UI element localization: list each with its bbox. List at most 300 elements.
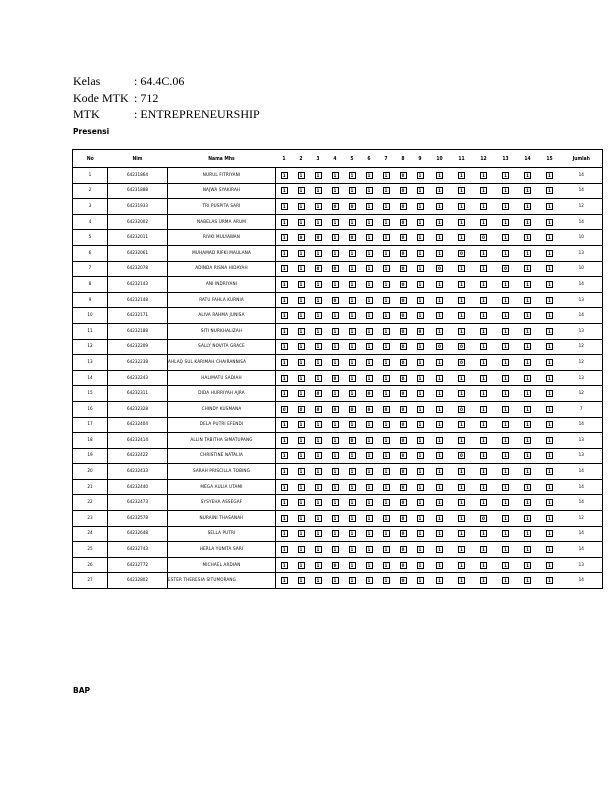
attendance-mark: 1	[332, 359, 339, 366]
attendance-mark: 1	[417, 546, 424, 553]
student-id-cell: 64232802	[108, 573, 168, 589]
attendance-mark: 1	[298, 484, 305, 491]
attendance-mark: 1	[298, 452, 305, 459]
attendance-mark: 1	[349, 265, 356, 272]
row-number-cell: 17	[73, 417, 108, 433]
attendance-mark: 0	[332, 375, 339, 382]
attendance-mark-cell	[361, 214, 378, 230]
attendance-mark: 0	[400, 265, 407, 272]
attendance-mark: 1	[546, 359, 553, 366]
attendance-mark: 0	[458, 452, 465, 459]
attendance-mark: 0	[315, 234, 322, 241]
attendance-mark: 1	[436, 312, 443, 319]
attendance-mark-cell	[473, 495, 495, 511]
attendance-mark-cell	[276, 230, 293, 246]
attendance-mark-cell	[293, 339, 310, 355]
attendance-mark-cell	[327, 199, 344, 215]
attendance-mark-cell	[344, 370, 361, 386]
attendance-mark-cell	[395, 261, 412, 277]
attendance-mark-cell	[395, 511, 412, 527]
attendance-mark-cell	[451, 183, 473, 199]
attendance-mark: 1	[458, 219, 465, 226]
attendance-mark: 1	[524, 484, 531, 491]
attendance-mark-cell	[412, 433, 429, 449]
attendance-mark: 0	[281, 406, 288, 413]
attendance-mark: 1	[366, 577, 373, 584]
attendance-mark-cell	[395, 355, 412, 371]
total-attendance-cell: 12	[561, 386, 603, 402]
attendance-mark: 1	[315, 468, 322, 475]
attendance-mark-cell	[361, 495, 378, 511]
table-row	[73, 168, 603, 184]
attendance-mark-cell	[361, 448, 378, 464]
attendance-mark-cell	[429, 370, 451, 386]
attendance-mark: 1	[315, 577, 322, 584]
attendance-mark-cell	[539, 214, 561, 230]
attendance-mark-cell	[539, 261, 561, 277]
attendance-mark-cell	[293, 261, 310, 277]
attendance-mark-cell	[361, 573, 378, 589]
attendance-mark: 1	[417, 577, 424, 584]
attendance-mark-cell	[517, 386, 539, 402]
attendance-mark-cell	[495, 495, 517, 511]
column-header: 5	[344, 150, 361, 168]
attendance-mark-cell	[378, 355, 395, 371]
attendance-mark-cell	[344, 386, 361, 402]
attendance-mark: 1	[458, 297, 465, 304]
attendance-mark-cell	[539, 526, 561, 542]
attendance-mark: 1	[480, 421, 487, 428]
attendance-mark: 1	[458, 265, 465, 272]
attendance-mark-cell	[517, 199, 539, 215]
attendance-mark: 1	[366, 437, 373, 444]
attendance-mark: 1	[436, 172, 443, 179]
attendance-mark: 1	[332, 343, 339, 350]
attendance-mark: 1	[436, 421, 443, 428]
attendance-mark: 1	[524, 172, 531, 179]
attendance-mark-cell	[473, 448, 495, 464]
attendance-mark: 1	[281, 375, 288, 382]
row-number-cell: 27	[73, 573, 108, 589]
attendance-mark-cell	[412, 261, 429, 277]
attendance-mark: 1	[366, 250, 373, 257]
attendance-mark-cell	[429, 557, 451, 573]
attendance-mark-cell	[344, 526, 361, 542]
attendance-mark-cell	[378, 214, 395, 230]
table-row	[73, 292, 603, 308]
attendance-mark-cell	[451, 464, 473, 480]
attendance-mark: 1	[332, 515, 339, 522]
attendance-mark: 1	[436, 375, 443, 382]
attendance-mark: 1	[298, 281, 305, 288]
attendance-mark: 1	[315, 172, 322, 179]
attendance-mark-cell	[293, 511, 310, 527]
attendance-mark: 0	[400, 562, 407, 569]
student-name-cell-text: ESTER THERESIA SITUMORANG	[168, 577, 237, 583]
student-name-cell: CHRISTINE NATALIA	[168, 448, 276, 464]
row-number-cell: 11	[73, 323, 108, 339]
student-id-cell: 64232422	[108, 448, 168, 464]
total-attendance-cell: 13	[561, 292, 603, 308]
attendance-mark: 0	[383, 406, 390, 413]
attendance-mark-cell	[517, 370, 539, 386]
attendance-mark-cell	[293, 542, 310, 558]
attendance-mark: 1	[298, 375, 305, 382]
attendance-mark: 1	[502, 577, 509, 584]
column-header: 11	[451, 150, 473, 168]
attendance-mark: 0	[400, 452, 407, 459]
attendance-mark-cell	[378, 495, 395, 511]
attendance-mark-cell	[361, 308, 378, 324]
attendance-mark: 1	[458, 468, 465, 475]
row-number-cell: 25	[73, 542, 108, 558]
attendance-mark-cell	[378, 557, 395, 573]
attendance-mark: 1	[458, 515, 465, 522]
student-name-cell: NAJWA SYAKIRAH	[168, 183, 276, 199]
attendance-mark-cell	[517, 339, 539, 355]
attendance-mark-cell	[517, 183, 539, 199]
attendance-mark-cell	[539, 479, 561, 495]
attendance-mark: 1	[458, 546, 465, 553]
attendance-mark-cell	[412, 542, 429, 558]
student-name-cell: NURUL FITRIYANI	[168, 168, 276, 184]
student-name-cell: NABELAS URMA ARUM	[168, 214, 276, 230]
student-id-cell: 64232188	[108, 323, 168, 339]
attendance-mark: 1	[366, 343, 373, 350]
row-number-cell: 24	[73, 526, 108, 542]
total-attendance-cell: 13	[561, 245, 603, 261]
attendance-mark: 1	[383, 421, 390, 428]
attendance-mark: 1	[546, 187, 553, 194]
attendance-mark-cell	[361, 323, 378, 339]
attendance-mark-cell	[344, 417, 361, 433]
attendance-mark-cell	[327, 479, 344, 495]
attendance-mark: 0	[417, 328, 424, 335]
attendance-mark-cell	[378, 323, 395, 339]
attendance-mark-cell	[395, 168, 412, 184]
attendance-mark: 1	[546, 375, 553, 382]
attendance-mark: 1	[383, 203, 390, 210]
student-name-cell: DIDA HURRIYAH AJRA	[168, 386, 276, 402]
attendance-mark: 1	[502, 203, 509, 210]
attendance-mark: 1	[524, 250, 531, 257]
total-attendance-cell: 13	[561, 448, 603, 464]
attendance-mark-cell	[473, 199, 495, 215]
attendance-mark: 1	[436, 328, 443, 335]
student-id-cell: 64232143	[108, 277, 168, 293]
attendance-mark-cell	[293, 370, 310, 386]
attendance-mark-cell	[361, 433, 378, 449]
attendance-mark-cell	[517, 557, 539, 573]
column-header: 14	[517, 150, 539, 168]
student-id-cell: 64232440	[108, 479, 168, 495]
table-row	[73, 479, 603, 495]
total-attendance-cell: 14	[561, 464, 603, 480]
attendance-mark: 1	[332, 281, 339, 288]
table-row	[73, 542, 603, 558]
attendance-mark-cell	[378, 433, 395, 449]
table-row	[73, 557, 603, 573]
attendance-mark: 0	[400, 297, 407, 304]
attendance-mark-cell	[327, 230, 344, 246]
attendance-mark: 1	[281, 577, 288, 584]
attendance-mark: 1	[383, 390, 390, 397]
attendance-mark: 1	[502, 297, 509, 304]
attendance-mark-cell	[451, 479, 473, 495]
attendance-mark: 1	[281, 546, 288, 553]
total-attendance-cell: 14	[561, 542, 603, 558]
attendance-mark-cell	[276, 168, 293, 184]
attendance-mark-cell	[276, 261, 293, 277]
attendance-mark-cell	[539, 323, 561, 339]
attendance-mark-cell	[361, 464, 378, 480]
attendance-mark: 0	[332, 406, 339, 413]
attendance-mark: 1	[417, 452, 424, 459]
attendance-mark-cell	[412, 339, 429, 355]
course-code-value: : 712	[134, 90, 159, 105]
attendance-mark: 1	[458, 375, 465, 382]
attendance-mark: 1	[332, 452, 339, 459]
attendance-mark-cell	[429, 386, 451, 402]
student-id-cell: 64232578	[108, 511, 168, 527]
attendance-mark: 1	[458, 281, 465, 288]
attendance-mark: 1	[546, 546, 553, 553]
student-name-cell: CHINDY KUSMANA	[168, 401, 276, 417]
attendance-mark-cell	[429, 355, 451, 371]
attendance-mark-cell	[473, 308, 495, 324]
attendance-mark: 1	[436, 452, 443, 459]
attendance-mark-cell	[378, 417, 395, 433]
attendance-mark-cell	[310, 401, 327, 417]
attendance-mark: 1	[436, 187, 443, 194]
attendance-mark: 1	[524, 187, 531, 194]
attendance-mark: 0	[400, 312, 407, 319]
attendance-mark-cell	[451, 308, 473, 324]
student-id-cell: 64232414	[108, 433, 168, 449]
attendance-mark-cell	[378, 386, 395, 402]
attendance-mark-cell	[539, 542, 561, 558]
attendance-mark-cell	[451, 573, 473, 589]
student-id-cell: 64232171	[108, 308, 168, 324]
attendance-mark: 1	[366, 484, 373, 491]
attendance-mark: 1	[524, 468, 531, 475]
attendance-mark: 1	[458, 530, 465, 537]
row-number-cell: 3	[73, 199, 108, 215]
attendance-mark: 1	[315, 328, 322, 335]
attendance-mark: 1	[332, 328, 339, 335]
attendance-mark-cell	[395, 277, 412, 293]
student-id-cell: 64232433	[108, 464, 168, 480]
student-id-cell: 64232002	[108, 214, 168, 230]
attendance-mark: 1	[436, 281, 443, 288]
attendance-mark: 1	[281, 219, 288, 226]
attendance-mark-cell	[429, 479, 451, 495]
attendance-mark: 1	[524, 234, 531, 241]
attendance-mark-cell	[344, 495, 361, 511]
attendance-mark: 1	[349, 312, 356, 319]
attendance-mark-cell	[395, 308, 412, 324]
attendance-mark-cell	[378, 370, 395, 386]
attendance-mark-cell	[276, 386, 293, 402]
total-attendance-cell: 10	[561, 261, 603, 277]
attendance-mark: 0	[400, 328, 407, 335]
attendance-mark-cell	[276, 479, 293, 495]
attendance-mark: 1	[315, 437, 322, 444]
attendance-mark: 1	[366, 312, 373, 319]
attendance-mark: 1	[315, 281, 322, 288]
attendance-mark: 1	[480, 250, 487, 257]
column-header: Jumlah	[561, 150, 603, 168]
attendance-mark: 1	[546, 406, 553, 413]
attendance-mark: 1	[332, 484, 339, 491]
attendance-mark: 1	[546, 328, 553, 335]
attendance-mark-cell	[327, 339, 344, 355]
attendance-mark-cell	[517, 292, 539, 308]
attendance-mark-cell	[473, 386, 495, 402]
attendance-mark: 1	[417, 343, 424, 350]
attendance-mark-cell	[517, 245, 539, 261]
attendance-mark: 0	[400, 437, 407, 444]
attendance-mark: 1	[458, 421, 465, 428]
attendance-mark-cell	[361, 542, 378, 558]
attendance-mark-cell	[412, 370, 429, 386]
attendance-mark: 1	[458, 484, 465, 491]
attendance-mark: 1	[417, 499, 424, 506]
attendance-mark: 1	[349, 187, 356, 194]
attendance-mark-cell	[473, 261, 495, 277]
attendance-mark: 1	[480, 390, 487, 397]
attendance-mark-cell	[327, 183, 344, 199]
attendance-mark: 1	[480, 406, 487, 413]
course-name-line	[73, 106, 260, 123]
attendance-mark-cell	[451, 417, 473, 433]
attendance-mark-cell	[276, 370, 293, 386]
student-name-cell: SALLY NOVITA GRACE	[168, 339, 276, 355]
attendance-mark-cell	[517, 230, 539, 246]
attendance-mark: 1	[315, 312, 322, 319]
attendance-mark: 1	[315, 375, 322, 382]
column-header: Nim	[108, 150, 168, 168]
attendance-mark-cell	[276, 495, 293, 511]
attendance-mark: 1	[524, 219, 531, 226]
total-attendance-cell: 13	[561, 557, 603, 573]
attendance-mark-cell	[395, 401, 412, 417]
attendance-mark: 1	[349, 577, 356, 584]
table-row	[73, 339, 603, 355]
attendance-mark-cell	[395, 214, 412, 230]
attendance-table	[72, 149, 603, 589]
student-name-cell: HERLA YUNITA SARI	[168, 542, 276, 558]
attendance-mark-cell	[361, 277, 378, 293]
attendance-mark-cell	[310, 370, 327, 386]
attendance-mark: 1	[458, 577, 465, 584]
attendance-mark: 1	[480, 437, 487, 444]
row-number-cell: 9	[73, 292, 108, 308]
attendance-mark-cell	[451, 292, 473, 308]
attendance-mark-cell	[473, 417, 495, 433]
row-number-cell: 26	[73, 557, 108, 573]
attendance-mark-cell	[412, 292, 429, 308]
attendance-mark: 1	[298, 297, 305, 304]
column-header: No	[73, 150, 108, 168]
attendance-mark: 1	[315, 546, 322, 553]
attendance-mark: 1	[436, 577, 443, 584]
attendance-mark-cell	[539, 370, 561, 386]
attendance-mark: 1	[366, 359, 373, 366]
attendance-mark-cell	[517, 401, 539, 417]
column-header: 3	[310, 150, 327, 168]
attendance-mark: 1	[417, 219, 424, 226]
attendance-mark: 1	[281, 312, 288, 319]
row-number-cell: 20	[73, 464, 108, 480]
table-body	[73, 168, 603, 589]
attendance-mark-cell	[327, 168, 344, 184]
attendance-mark: 1	[349, 499, 356, 506]
row-number-cell: 1	[73, 168, 108, 184]
attendance-mark-cell	[495, 401, 517, 417]
attendance-mark-cell	[451, 323, 473, 339]
attendance-mark: 1	[332, 187, 339, 194]
attendance-mark: 1	[502, 250, 509, 257]
attendance-mark: 0	[458, 406, 465, 413]
attendance-mark: 1	[524, 390, 531, 397]
attendance-mark: 1	[281, 499, 288, 506]
total-attendance-cell: 14	[561, 479, 603, 495]
attendance-mark-cell	[310, 448, 327, 464]
attendance-mark: 1	[366, 499, 373, 506]
student-id-cell: 64232209	[108, 339, 168, 355]
attendance-mark: 1	[458, 437, 465, 444]
table-row	[73, 261, 603, 277]
attendance-mark-cell	[473, 401, 495, 417]
attendance-mark: 1	[480, 546, 487, 553]
attendance-mark-cell	[344, 542, 361, 558]
attendance-mark-cell	[539, 183, 561, 199]
attendance-mark-cell	[412, 573, 429, 589]
attendance-mark: 1	[332, 250, 339, 257]
attendance-mark: 1	[383, 312, 390, 319]
row-number-cell: 14	[73, 370, 108, 386]
attendance-mark: 1	[281, 187, 288, 194]
attendance-mark-cell	[412, 277, 429, 293]
attendance-mark-cell	[361, 370, 378, 386]
row-number-cell: 19	[73, 448, 108, 464]
attendance-mark: 0	[400, 219, 407, 226]
attendance-mark: 1	[417, 468, 424, 475]
attendance-mark-cell	[495, 168, 517, 184]
attendance-mark-cell	[429, 464, 451, 480]
attendance-mark: 1	[315, 484, 322, 491]
attendance-mark: 1	[480, 328, 487, 335]
attendance-mark-cell	[473, 230, 495, 246]
attendance-mark: 1	[332, 219, 339, 226]
attendance-mark: 1	[480, 499, 487, 506]
attendance-mark: 1	[281, 452, 288, 459]
attendance-mark-cell	[429, 183, 451, 199]
total-attendance-cell: 12	[561, 339, 603, 355]
attendance-mark: 1	[417, 406, 424, 413]
table-row	[73, 433, 603, 449]
attendance-mark: 1	[383, 219, 390, 226]
attendance-mark: 0	[436, 343, 443, 350]
attendance-mark: 1	[298, 562, 305, 569]
attendance-mark: 1	[383, 515, 390, 522]
attendance-mark-cell	[344, 479, 361, 495]
attendance-mark: 1	[524, 328, 531, 335]
attendance-mark: 0	[400, 234, 407, 241]
attendance-mark: 0	[400, 515, 407, 522]
attendance-mark: 1	[417, 562, 424, 569]
